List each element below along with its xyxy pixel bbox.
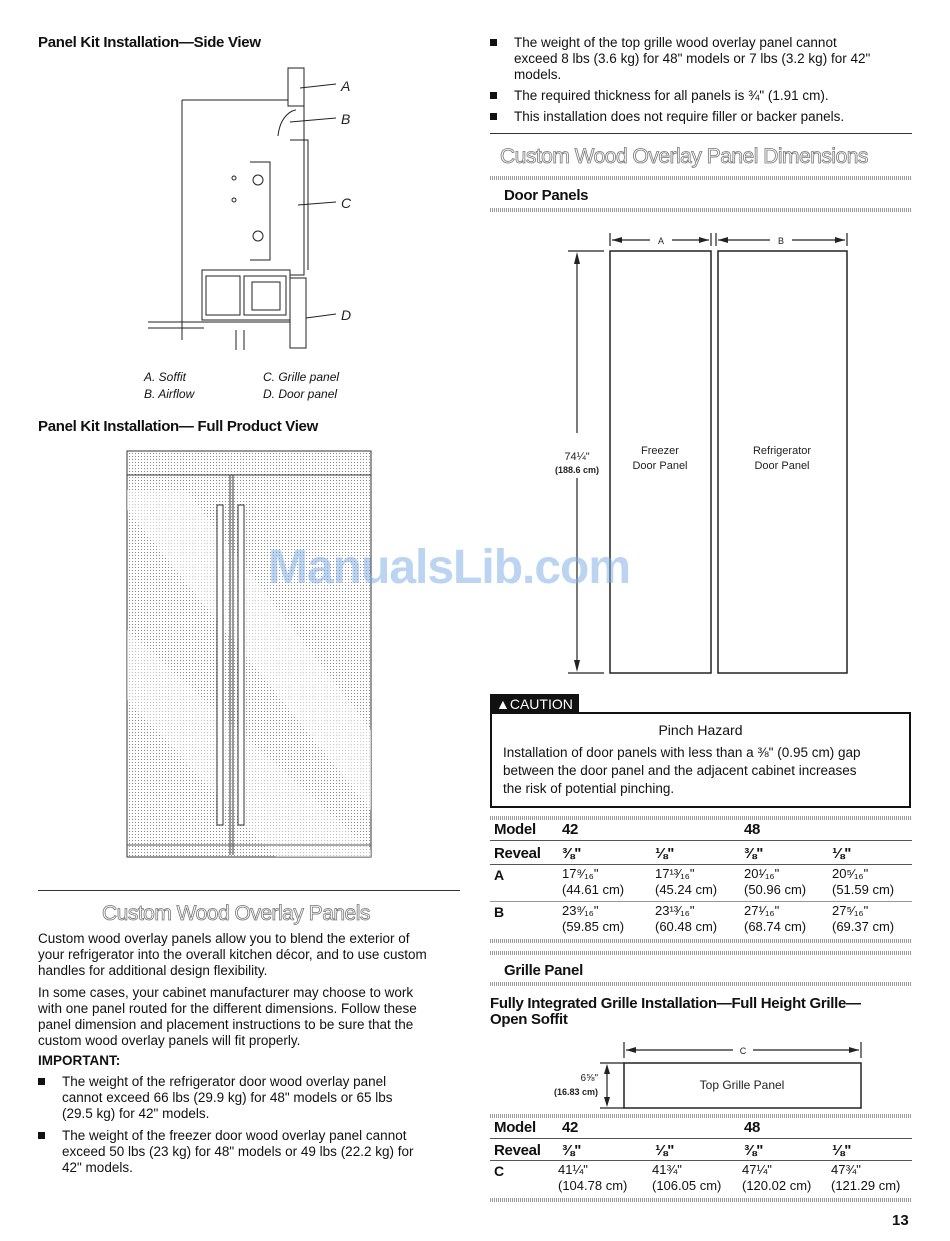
grille-table-model-42: 42 xyxy=(562,1119,579,1136)
grille-panel-title: Grille Panel xyxy=(504,962,583,979)
table-rule xyxy=(490,1138,912,1139)
door-table-reveal: ⅛" xyxy=(832,845,852,862)
door-table-model-label: Model xyxy=(494,821,536,838)
door-table-model-48: 48 xyxy=(744,821,761,838)
grille-table-reveal: ⅜" xyxy=(562,1142,582,1159)
table-cell: 23¹³⁄₁₆" (60.48 cm) xyxy=(655,903,718,934)
grille-table-reveal: ⅜" xyxy=(744,1142,764,1159)
side-view-diagram xyxy=(140,60,370,360)
full-view-title: Panel Kit Installation— Full Product View xyxy=(38,418,318,435)
watermark: ManualsLib.com xyxy=(268,541,631,594)
table-rule xyxy=(490,864,912,865)
grille-table-model-label: Model xyxy=(494,1119,536,1136)
caution-text: Installation of door panels with less than a ⅜" (0.95 cm) gap between the door panel and the adjacent cabinet increases the risk of potential pinching. xyxy=(503,745,861,796)
freezer-label-1: Freezer xyxy=(641,445,679,457)
table-rule xyxy=(490,840,912,841)
grille-table-reveal: ⅛" xyxy=(655,1142,675,1159)
door-table-row-b-label: B xyxy=(494,904,504,920)
right-divider xyxy=(490,133,912,134)
hatch-rule xyxy=(490,939,912,943)
bullet-icon xyxy=(490,113,497,120)
bullet-no-filler: This installation does not require filler or backer panels. xyxy=(514,109,845,124)
table-cell: 20⁵⁄₁₆" (51.59 cm) xyxy=(832,866,895,897)
table-cell: 47¼" (120.02 cm) xyxy=(742,1162,812,1193)
table-rule xyxy=(490,1160,912,1161)
hatch-rule xyxy=(490,176,912,180)
top-grille-panel-label: Top Grille Panel xyxy=(699,1078,785,1092)
callout-c: C xyxy=(341,195,352,211)
table-cell: 41¾" (106.05 cm) xyxy=(652,1162,722,1193)
grille-height-cm: (16.83 cm) xyxy=(553,1087,598,1097)
callout-b: B xyxy=(341,111,351,127)
callout-a: A xyxy=(341,78,351,94)
section-title-panels: Custom Wood Overlay Panels xyxy=(102,902,370,925)
door-table-reveal-label: Reveal xyxy=(494,845,541,862)
grille-diagram xyxy=(528,1040,868,1112)
side-view-title: Panel Kit Installation—Side View xyxy=(38,34,261,51)
hatch-rule xyxy=(490,951,912,955)
door-height-in: 74¼" xyxy=(564,451,590,463)
dim-a-label: A xyxy=(657,236,665,246)
hatch-rule xyxy=(490,1114,912,1118)
dim-c-label: C xyxy=(739,1046,747,1056)
bullet-icon xyxy=(38,1132,45,1139)
caution-box xyxy=(490,712,911,808)
grille-table-row-c-label: C xyxy=(494,1163,504,1179)
bullet-refrigerator-weight: The weight of the refrigerator door wood overlay panel cannot exceed 66 lbs (29.9 kg) for 48" models or 65 lbs (29.5 kg) for 42" models. xyxy=(62,1074,393,1121)
intro-paragraph: Custom wood overlay panels allow you to blend the exterior of your refrigerator into the overall kitchen décor, and to use custom handles for additional design flexibility. xyxy=(38,931,427,978)
door-table-reveal: ⅜" xyxy=(562,845,582,862)
door-panels-diagram xyxy=(540,228,870,683)
table-cell: 41¼" (104.78 cm) xyxy=(558,1162,628,1193)
door-height-cm: (188.6 cm) xyxy=(554,465,600,475)
section-title-dimensions: Custom Wood Overlay Panel Dimensions xyxy=(500,145,868,168)
table-cell: 27⁵⁄₁₆" (69.37 cm) xyxy=(832,903,895,934)
grille-subtitle: Fully Integrated Grille Installation—Full Height Grille— Open Soffit xyxy=(490,995,861,1028)
door-table-row-a-label: A xyxy=(494,867,504,883)
table-cell: 23⁹⁄₁₆" (59.85 cm) xyxy=(562,903,625,934)
table-cell: 27¹⁄₁₆" (68.74 cm) xyxy=(744,903,807,934)
dim-b-label: B xyxy=(777,236,785,246)
warning-triangle-icon: ▲ xyxy=(496,696,510,712)
door-table-reveal: ⅛" xyxy=(655,845,675,862)
hatch-rule xyxy=(490,1198,912,1202)
door-table-reveal: ⅜" xyxy=(744,845,764,862)
table-cell: 47¾" (121.29 cm) xyxy=(831,1162,901,1193)
full-product-diagram xyxy=(126,450,372,860)
important-label: IMPORTANT: xyxy=(38,1053,121,1068)
table-rule xyxy=(490,901,912,902)
page-number: 13 xyxy=(892,1212,909,1229)
bullet-icon xyxy=(38,1078,45,1085)
callout-d: D xyxy=(341,307,352,323)
bullet-thickness: The required thickness for all panels is ¾" (1.91 cm). xyxy=(514,88,829,103)
bullet-icon xyxy=(490,92,497,99)
caution-tag: ▲CAUTION xyxy=(490,694,579,714)
grille-table-reveal: ⅛" xyxy=(832,1142,852,1159)
left-divider xyxy=(38,890,460,891)
hatch-rule xyxy=(490,816,912,820)
hatch-rule xyxy=(490,208,912,212)
refrigerator-label-2: Door Panel xyxy=(754,460,810,472)
bullet-freezer-weight: The weight of the freezer door wood overlay panel cannot exceed 50 lbs (23 kg) for 48" models or 49 lbs (22.2 kg) for 42" models. xyxy=(62,1128,414,1175)
grille-height-in: 6⅝" xyxy=(580,1073,598,1084)
grille-table-model-48: 48 xyxy=(744,1119,761,1136)
grille-table-reveal-label: Reveal xyxy=(494,1142,541,1159)
bullet-icon xyxy=(490,39,497,46)
table-cell: 17⁹⁄₁₆" (44.61 cm) xyxy=(562,866,625,897)
caution-title: Pinch Hazard xyxy=(658,722,743,738)
door-panels-title: Door Panels xyxy=(504,187,589,204)
table-cell: 17¹³⁄₁₆" (45.24 cm) xyxy=(655,866,718,897)
table-cell: 20¹⁄₁₆" (50.96 cm) xyxy=(744,866,807,897)
hatch-rule xyxy=(490,982,912,986)
refrigerator-label-1: Refrigerator xyxy=(752,445,812,457)
bullet-grille-weight: The weight of the top grille wood overlay panel cannot exceed 8 lbs (3.6 kg) for 48" models or 7 lbs (3.2 kg) for 42" models. xyxy=(514,35,871,82)
door-table-model-42: 42 xyxy=(562,821,579,838)
freezer-label-2: Door Panel xyxy=(632,460,688,472)
cabinet-paragraph: In some cases, your cabinet manufacturer may choose to work with one panel routed for the different dimensions. Follow these panel dimension and placement instructions to be sure that the custom wood overlay panels will fit properly. xyxy=(38,985,417,1048)
